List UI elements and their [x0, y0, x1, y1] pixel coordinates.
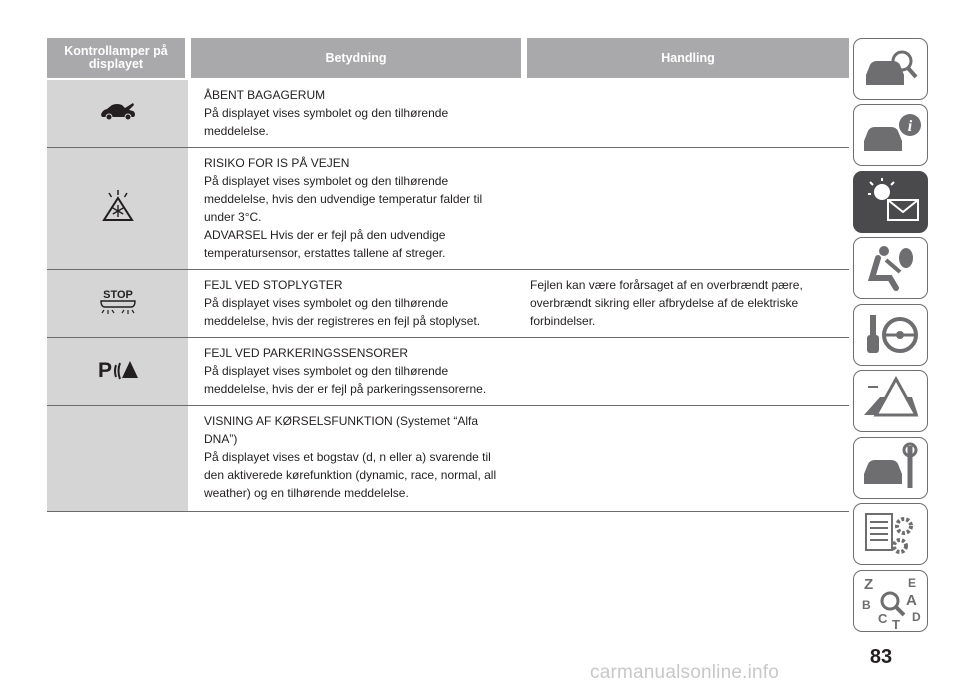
tab-car-info[interactable]: [853, 104, 928, 166]
stop-icon-text: STOP: [102, 289, 133, 301]
tab-road-warning[interactable]: [853, 370, 928, 432]
icon-cell: [47, 406, 188, 512]
parking-sensor-failure-icon: [97, 357, 139, 381]
meaning-cell: VISNING AF KØRSELSFUNKTION (Systemet “Alfa DNA”) På displayet vises et bogstav (d, n eller a) svarende til den aktiverede kørefunktion (dynamic, race, normal, all weather) og en tilhørende meddelelse.: [188, 406, 524, 512]
table-header-row: [47, 38, 849, 79]
icon-cell: [47, 79, 188, 148]
tab-car-search[interactable]: [853, 38, 928, 100]
warning-lights-table-container: [47, 38, 839, 512]
icon-cell: [47, 270, 188, 338]
tab-alphabetical-index[interactable]: [853, 570, 928, 632]
action-cell: [524, 79, 849, 148]
car-search-icon: [860, 43, 922, 95]
tab-seat-airbag[interactable]: [853, 237, 928, 299]
svg-text:Z: Z: [864, 576, 874, 593]
action-cell: [524, 338, 849, 406]
stop-light-failure-icon: [95, 287, 141, 315]
header-meaning: Betydning: [188, 38, 524, 79]
alphabet-index-icon: [860, 575, 922, 629]
table-row: [47, 338, 849, 406]
ice-warning-icon: [98, 189, 138, 223]
meaning-cell: FEJL VED STOPLYGTER På displayet vises symbolet og den tilhørende meddelelse, hvis der registreres en fejl på stoplyset.: [188, 270, 524, 338]
icon-cell: [47, 148, 188, 270]
open-trunk-icon: [98, 100, 138, 122]
table-row: [47, 148, 849, 270]
car-wrench-icon: [860, 442, 922, 494]
table-row: [47, 79, 849, 148]
page-number: 83: [869, 646, 893, 668]
table-row: [47, 406, 849, 512]
tab-key-steering[interactable]: [853, 304, 928, 366]
tab-specs[interactable]: [853, 503, 928, 565]
key-steering-wheel-icon: [860, 309, 922, 361]
icon-cell: [47, 338, 188, 406]
svg-text:C: C: [878, 611, 888, 626]
meaning-cell: ÅBENT BAGAGERUM På displayet vises symbolet og den tilhørende meddelelse.: [188, 79, 524, 148]
parking-icon-letter: P: [97, 359, 112, 381]
warning-lights-table: [47, 38, 849, 512]
meaning-cell: RISIKO FOR IS PÅ VEJEN På displayet vises symbolet og den tilhørende meddelelse, hvis den udvendige temperatur falder til under 3°C. ADVARSEL Hvis der er fejl på den udvendige temperatursensor, erstattes tallene af streger.: [188, 148, 524, 270]
svg-text:E: E: [908, 576, 917, 590]
header-warning-lights: Kontrollamper på displayet: [47, 38, 188, 79]
header-action: Handling: [524, 38, 849, 79]
road-warning-icon: [860, 375, 922, 427]
svg-text:B: B: [862, 598, 871, 612]
tab-car-wrench[interactable]: [853, 437, 928, 499]
svg-text:T: T: [892, 617, 900, 629]
action-cell: Fejlen kan være forårsaget af en overbrændt pære, overbrændt sikring eller afbrydelse af de elektriske forbindelser.: [524, 270, 849, 338]
svg-text:i: i: [907, 118, 913, 135]
svg-text:A: A: [906, 592, 917, 609]
svg-text:D: D: [912, 610, 921, 624]
car-info-icon: [860, 109, 922, 161]
table-row: [47, 270, 849, 338]
action-cell: [524, 406, 849, 512]
specs-gear-icon: [860, 508, 922, 560]
seat-airbag-icon: [860, 242, 922, 294]
tab-warning-lights[interactable]: [853, 171, 928, 233]
warning-light-message-icon: [860, 176, 922, 228]
action-cell: [524, 148, 849, 270]
watermark: carmanualsonline.info: [590, 662, 780, 683]
meaning-cell: FEJL VED PARKERINGSSENSORER På displayet vises symbolet og den tilhørende meddelelse, hvis der er fejl på parkeringssensorerne.: [188, 338, 524, 406]
